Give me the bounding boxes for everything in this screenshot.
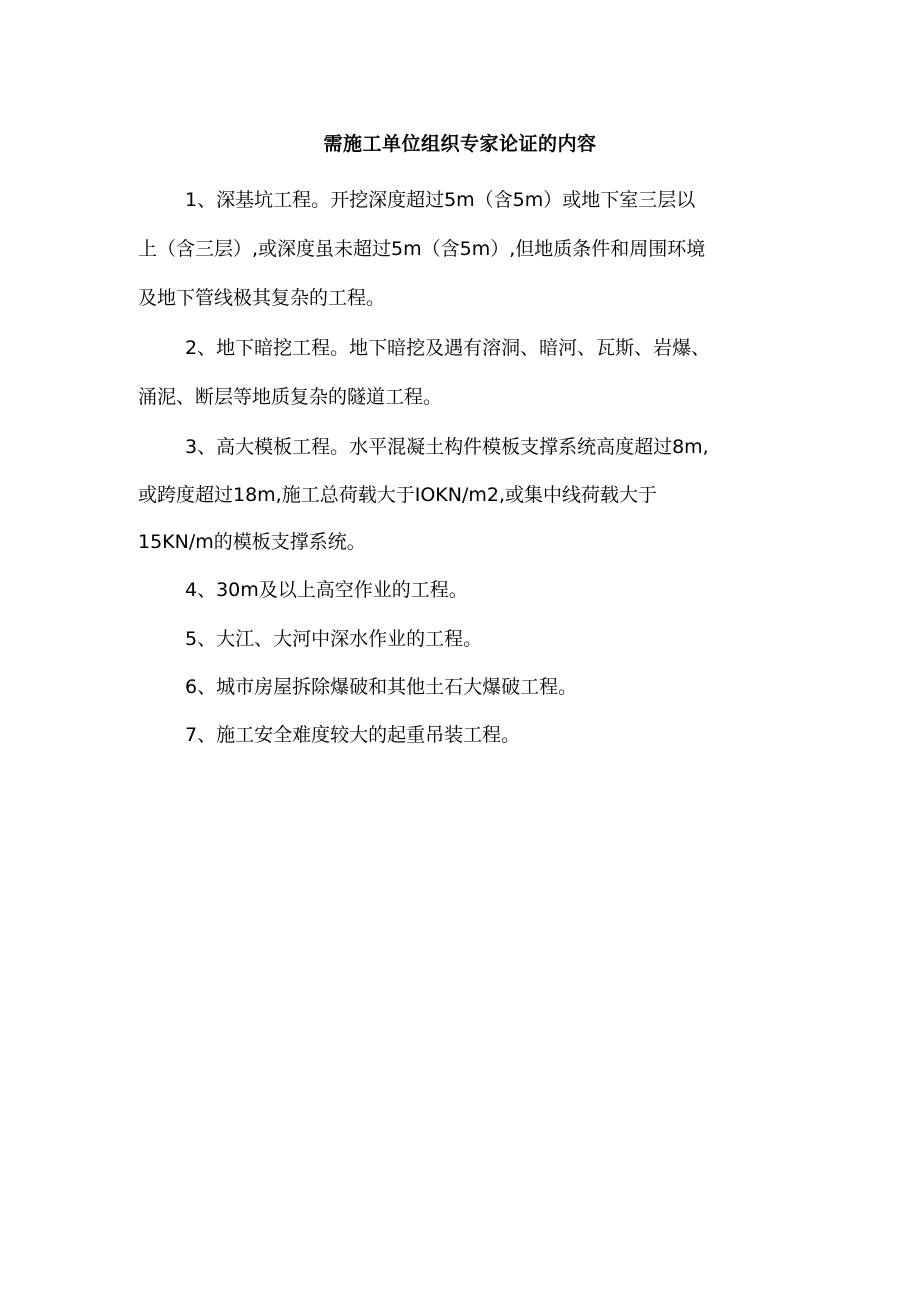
item-2-line-2: 涌泥、断层等地质复杂的隧道工程。	[138, 386, 443, 408]
item-3-line-2: 或跨度超过18m,施工总荷载大于IOKN/m2,或集中线荷载大于	[138, 484, 657, 506]
item-5-line-1: 5、大江、大河中深水作业的工程。	[185, 628, 483, 650]
item-4-line-1: 4、30m及以上高空作业的工程。	[185, 579, 468, 601]
item-7-line-1: 7、施工安全难度较大的起重吊装工程。	[185, 724, 521, 746]
document-title: 需施工单位组织专家论证的内容	[323, 133, 597, 155]
item-1-line-3: 及地下管线极其复杂的工程。	[138, 287, 386, 309]
item-3-line-3: 15KN∕m的模板支撑系统。	[138, 531, 366, 553]
item-1-line-2: 上（含三层）,或深度虽未超过5m（含5m）,但地质条件和周围环境	[138, 238, 706, 260]
item-6-line-1: 6、城市房屋拆除爆破和其他土石大爆破工程。	[185, 676, 578, 698]
item-2-line-1: 2、地下暗挖工程。地下暗挖及遇有溶洞、暗河、瓦斯、岩爆、	[185, 337, 711, 359]
item-3-line-1: 3、高大模板工程。水平混凝土构件模板支撑系统高度超过8m,	[185, 436, 709, 458]
item-1-line-1: 1、深基坑工程。开挖深度超过5m（含5m）或地下室三层以	[185, 189, 696, 211]
